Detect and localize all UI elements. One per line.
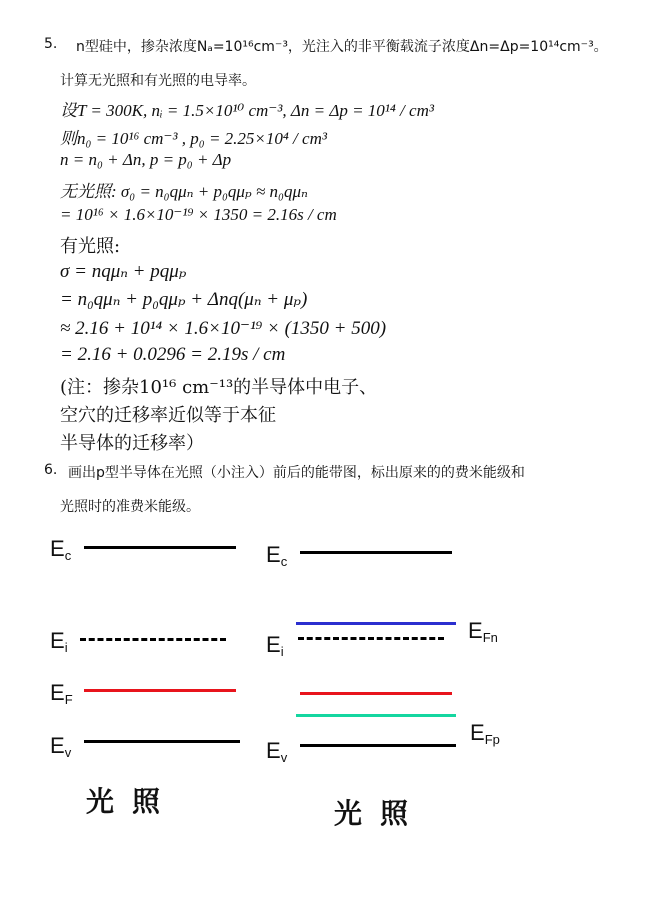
problem6-statement-line1: 画出p型半导体在光照（小注入）前后的能带图，标出原来的的费米能级和 bbox=[68, 465, 525, 481]
conduction-band-right bbox=[300, 551, 452, 554]
problem6-statement-line2: 光照时的准费米能级。 bbox=[60, 499, 200, 515]
label-efn: $E_{Fn}$ bbox=[468, 618, 498, 645]
quasi-fermi-electrons bbox=[296, 622, 456, 625]
eq-line-13: 半导体的迁移率） bbox=[60, 433, 204, 454]
label-ev-right: $E_v$ bbox=[266, 738, 288, 765]
label-ev-left: $E_v$ bbox=[50, 733, 72, 760]
caption-left: 光照 bbox=[86, 785, 179, 818]
label-ef-left: $E_F$ bbox=[50, 680, 73, 707]
eq-line-3: n = n₀ + Δn, p = p₀ + Δp bbox=[60, 150, 232, 169]
eq-line-5: = 10¹⁶ × 1.6×10⁻¹⁹ × 1350 = 2.16s / cm bbox=[60, 205, 337, 224]
eq-line-10: = 2.16 + 0.0296 = 2.19s / cm bbox=[60, 344, 286, 365]
problem5-task: 计算无光照和有光照的电导率。 bbox=[60, 73, 256, 89]
label-ec-right: $E_c$ bbox=[266, 542, 288, 569]
eq-line-9: ≈ 2.16 + 10¹⁴ × 1.6×10⁻¹⁹ × (1350 + 500) bbox=[60, 318, 387, 339]
eq-line-2: 则n₀ = 10¹⁶ cm⁻³ , p₀ = 2.25×10⁴ / cm³ bbox=[60, 129, 327, 148]
eq-line-6: 有光照: bbox=[60, 236, 121, 257]
eq-line-7: σ = nqμₙ + pqμₚ bbox=[60, 261, 187, 282]
eq-line-4: 无光照: σ₀ = n₀qμₙ + p₀qμₚ ≈ n₀qμₙ bbox=[60, 182, 308, 201]
label-ei-left: $E_i$ bbox=[50, 628, 68, 655]
fermi-level-left bbox=[84, 689, 236, 692]
conduction-band-left bbox=[84, 546, 236, 549]
valence-band-left bbox=[84, 740, 240, 743]
label-efp: $E_{Fp}$ bbox=[470, 720, 500, 747]
problem5-number: 5. bbox=[44, 36, 58, 52]
label-ei-right: $E_i$ bbox=[266, 632, 284, 659]
intrinsic-level-right bbox=[298, 637, 444, 640]
eq-line-8: = n₀qμₙ + p₀qμₚ + Δnq(μₙ + μₚ) bbox=[60, 289, 308, 310]
quasi-fermi-holes bbox=[296, 714, 456, 717]
eq-line-1: 设T = 300K, nᵢ = 1.5×10¹⁰ cm⁻³, Δn = Δp = 10¹⁴ / cm³ bbox=[60, 101, 434, 120]
eq-line-12: 空穴的迁移率近似等于本征 bbox=[60, 405, 276, 426]
problem6-number: 6. bbox=[44, 462, 58, 478]
intrinsic-level-left bbox=[80, 638, 226, 641]
caption-right: 光照 bbox=[334, 797, 427, 830]
valence-band-right bbox=[300, 744, 456, 747]
eq-line-11: (注：掺杂10¹⁶ cm⁻¹³的半导体中电子、 bbox=[60, 377, 378, 398]
problem5-statement: n型硅中，掺杂浓度Nₐ=10¹⁶cm⁻³，光注入的非平衡载流子浓度Δn=Δp=10¹⁴cm⁻³。 bbox=[76, 39, 608, 55]
fermi-level-right bbox=[300, 692, 452, 695]
label-ec-left: $E_c$ bbox=[50, 536, 72, 563]
